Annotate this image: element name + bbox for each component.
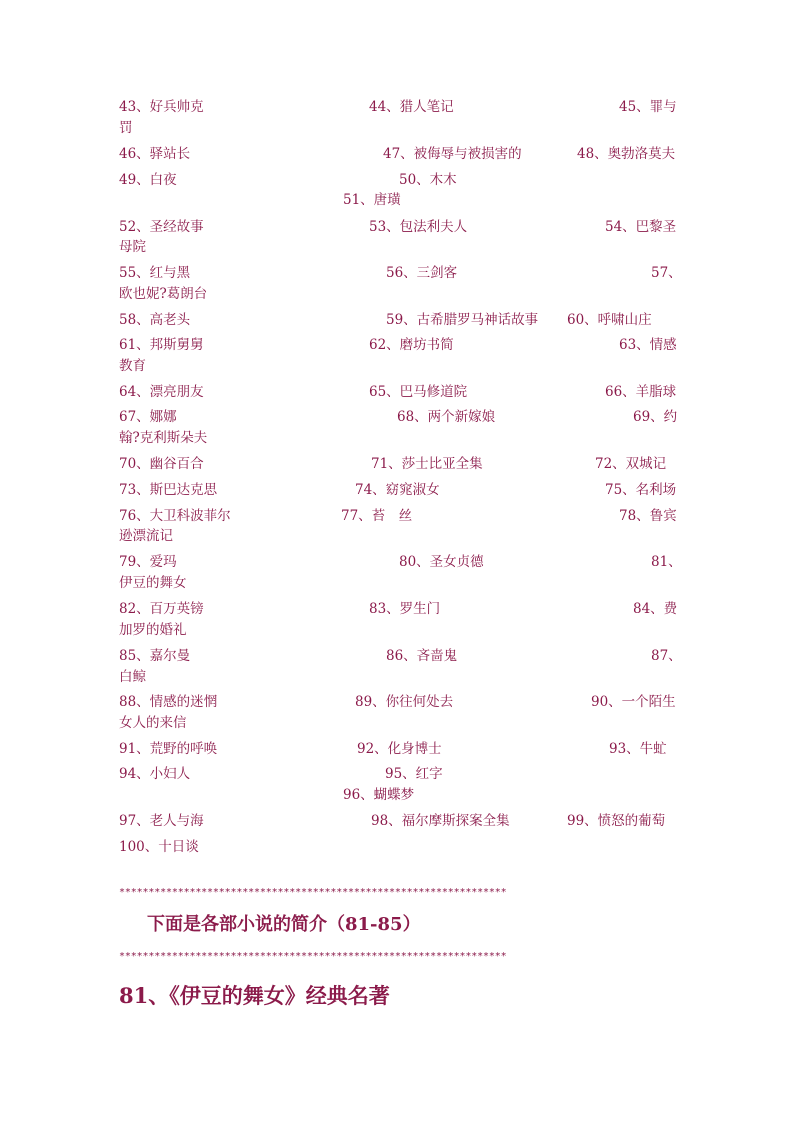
book-item: 100、十日谈: [119, 839, 199, 855]
book-item: 85、嘉尔曼: [119, 648, 191, 664]
book-item: 79、爱玛: [119, 554, 177, 570]
book-item-continuation: 加罗的婚礼: [119, 622, 187, 638]
book-item: 94、小妇人: [119, 766, 191, 782]
intro-line: 下面是各部小说的简介（81-85）: [147, 914, 421, 935]
book-item: 68、两个新嫁娘: [397, 409, 496, 425]
book-item: 69、约: [633, 409, 678, 425]
book-item: 81、: [651, 554, 682, 570]
book-item-continuation: 白鲸: [119, 669, 146, 685]
book-item: 53、包法利夫人: [369, 219, 468, 235]
book-item: 65、巴马修道院: [369, 384, 468, 400]
section-heading: 81、《伊豆的舞女》经典名著: [119, 983, 390, 1008]
book-item: 55、红与黑: [119, 265, 191, 281]
book-item: 44、猎人笔记: [369, 99, 454, 115]
book-item: 98、福尔摩斯探案全集: [371, 813, 510, 829]
book-item: 75、名利场: [605, 482, 677, 498]
book-item: 77、苔 丝: [341, 508, 413, 524]
book-item-continuation: 罚: [119, 120, 133, 136]
separator-line: ******************************************************************: [119, 951, 507, 962]
book-item: 91、荒野的呼唤: [119, 741, 218, 757]
book-item: 58、高老头: [119, 312, 191, 328]
book-item: 62、磨坊书简: [369, 337, 454, 353]
book-item: 61、邦斯舅舅: [119, 337, 204, 353]
book-item: 50、木木: [399, 172, 457, 188]
book-item: 64、漂亮朋友: [119, 384, 204, 400]
book-item: 66、羊脂球: [605, 384, 677, 400]
book-item: 51、唐璜: [343, 192, 401, 208]
book-item: 48、奥勃洛莫夫: [577, 146, 676, 162]
book-item: 90、一个陌生: [591, 694, 676, 710]
book-item: 46、驿站长: [119, 146, 191, 162]
book-item-continuation: 教育: [119, 358, 146, 374]
book-item: 96、蝴蝶梦: [343, 787, 415, 803]
book-item: 60、呼啸山庄: [567, 312, 652, 328]
book-item: 80、圣女贞德: [399, 554, 484, 570]
book-item-continuation: 逊漂流记: [119, 528, 173, 544]
book-item: 43、好兵帅克: [119, 99, 204, 115]
book-item: 45、罪与: [619, 99, 677, 115]
book-item: 82、百万英镑: [119, 601, 204, 617]
book-item: 70、幽谷百合: [119, 456, 204, 472]
book-item: 47、被侮辱与被损害的: [383, 146, 522, 162]
book-item: 73、斯巴达克思: [119, 482, 218, 498]
book-item: 87、: [651, 648, 682, 664]
separator-line: ******************************************************************: [119, 887, 507, 898]
book-item-continuation: 欧也妮?葛朗台: [119, 286, 208, 302]
book-item: 78、鲁宾: [619, 508, 677, 524]
book-item: 83、罗生门: [369, 601, 441, 617]
book-item: 99、愤怒的葡萄: [567, 813, 666, 829]
book-item: 71、莎士比亚全集: [371, 456, 483, 472]
book-item: 49、白夜: [119, 172, 177, 188]
book-item: 72、双城记: [595, 456, 667, 472]
book-item: 74、窈窕淑女: [355, 482, 440, 498]
book-item: 63、情感: [619, 337, 677, 353]
book-item-continuation: 女人的来信: [119, 715, 187, 731]
book-item: 92、化身博士: [357, 741, 442, 757]
book-item: 54、巴黎圣: [605, 219, 677, 235]
book-item: 56、三剑客: [386, 265, 458, 281]
book-item: 86、吝啬鬼: [386, 648, 458, 664]
book-item: 88、情感的迷惘: [119, 694, 218, 710]
book-item: 95、红字: [385, 766, 443, 782]
book-item: 89、你往何处去: [355, 694, 454, 710]
book-item-continuation: 伊豆的舞女: [119, 575, 187, 591]
book-item: 76、大卫科波菲尔: [119, 508, 231, 524]
book-item: 59、古希腊罗马神话故事: [386, 312, 539, 328]
book-item-continuation: 母院: [119, 239, 146, 255]
book-item: 93、牛虻: [609, 741, 667, 757]
book-item-continuation: 翰?克利斯朵夫: [119, 430, 208, 446]
book-item: 52、圣经故事: [119, 219, 204, 235]
book-item: 84、费: [633, 601, 678, 617]
book-item: 57、: [651, 265, 682, 281]
book-item: 67、娜娜: [119, 409, 177, 425]
book-item: 97、老人与海: [119, 813, 204, 829]
